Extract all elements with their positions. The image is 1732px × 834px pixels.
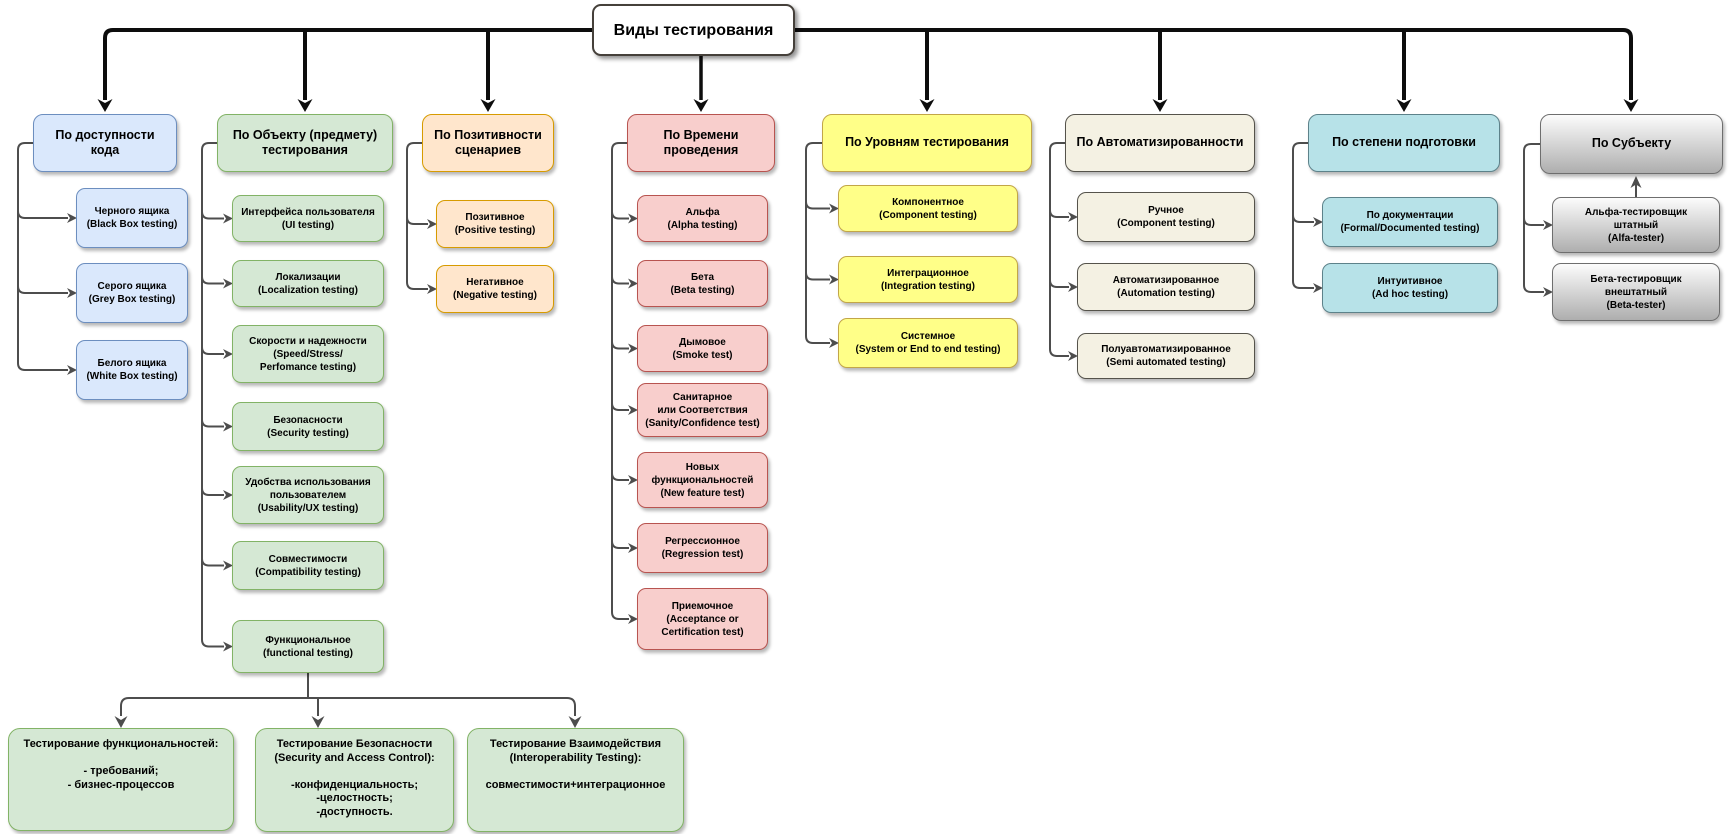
by-object-child-2-line-1: (Speed/Stress/ <box>273 348 343 360</box>
category-header-by-scenario-positivity-line-0: По Позитивности <box>434 127 542 142</box>
by-time-child-3-line-0: Санитарное <box>672 391 733 403</box>
functional-child-2-line-2 <box>574 765 577 779</box>
by-automation-child-1-line-0: Автоматизированное <box>1112 275 1220 286</box>
by-time-child-6-line-1: (Acceptance or <box>666 613 739 625</box>
functional-child-1-line-5: -доступность. <box>316 805 393 818</box>
by-scenario-positivity-child-1 <box>436 265 554 313</box>
functional-child-2-line-3: совместимости+интеграционное <box>485 778 666 791</box>
by-automation-child-2-line-1: (Semi automated testing) <box>1106 357 1226 368</box>
by-code-access-child-2 <box>76 340 188 400</box>
by-code-access-child-1-line-1: (Grey Box testing) <box>88 294 176 305</box>
by-subject-child-0 <box>1552 197 1720 253</box>
category-header-by-automation-line-0: По Автоматизированности <box>1076 135 1244 150</box>
by-object-child-4-line-2: (Usability/UX testing) <box>257 502 359 514</box>
by-subject-child-1-line-1: внештатный <box>1604 286 1668 298</box>
by-subject-child-1-line-2: (Beta-tester) <box>1606 299 1666 311</box>
by-subject-child-1-line-0: Бета-тестировщик <box>1590 273 1682 285</box>
by-level-child-1 <box>838 256 1018 303</box>
by-time-child-2 <box>637 325 768 372</box>
by-level-child-0 <box>838 185 1018 232</box>
root-node <box>592 4 795 56</box>
by-object-child-5 <box>232 541 384 590</box>
by-scenario-positivity-child-1-line-1: (Negative testing) <box>453 290 537 301</box>
by-automation-child-2-line-0: Полуавтоматизированное <box>1101 344 1231 355</box>
by-time-child-2-line-0: Дымовое <box>679 336 726 348</box>
by-object-child-1-line-0: Локализации <box>275 271 341 283</box>
functional-child-1-line-1: (Security and Access Control): <box>274 751 435 764</box>
by-time-child-1-line-0: Бета <box>690 271 715 283</box>
by-time-child-0 <box>637 195 768 242</box>
by-preparation-child-1 <box>1322 263 1498 313</box>
by-time-child-4-line-0: Новых <box>685 461 720 473</box>
by-code-access-child-2-line-1: (White Box testing) <box>86 371 178 382</box>
by-time-child-6-line-2: Certification test) <box>661 626 744 638</box>
category-header-by-subject <box>1540 114 1723 174</box>
category-header-by-code-access <box>33 114 177 172</box>
by-time-child-4-line-1: функциональностей <box>651 474 754 486</box>
functional-child-0-line-0: Тестирование функциональностей: <box>23 738 219 750</box>
functional-child-1-line-4: -целостность; <box>316 792 393 804</box>
by-time-child-6 <box>637 588 768 650</box>
category-header-by-time-line-1: проведения <box>663 143 739 157</box>
functional-child-1-line-3: -конфиденциальность; <box>290 778 419 791</box>
by-object-child-0-line-0: Интерфейса пользователя <box>241 206 375 218</box>
by-object-child-6-line-0: Функциональное <box>265 634 351 646</box>
by-scenario-positivity-child-0-line-1: (Positive testing) <box>454 225 536 236</box>
by-object-child-6-line-1: (functional testing) <box>263 647 353 659</box>
by-object-child-6 <box>232 620 384 673</box>
by-time-child-4 <box>637 452 768 508</box>
functional-child-1-line-0: Тестирование Безопасности <box>276 738 433 750</box>
by-subject-child-0-line-0: Альфа-тестировщик <box>1584 206 1688 218</box>
by-time-child-3-line-2: (Sanity/Confidence test) <box>645 417 760 429</box>
by-automation-child-1-line-1: (Automation testing) <box>1117 288 1215 299</box>
category-header-by-time <box>627 114 775 172</box>
by-object-child-3 <box>232 402 384 451</box>
by-time-child-6-line-0: Приемочное <box>671 600 734 612</box>
functional-child-0-line-1 <box>119 752 122 766</box>
by-object-child-4 <box>232 466 384 524</box>
by-time-child-3-line-1: или Соответствия <box>657 404 748 416</box>
by-preparation-child-1-line-0: Интуитивное <box>1377 276 1443 287</box>
by-time-child-3 <box>637 383 768 437</box>
by-object-child-3-line-0: Безопасности <box>273 414 343 426</box>
category-header-by-scenario-positivity <box>422 114 554 172</box>
by-time-child-5 <box>637 523 768 573</box>
by-object-child-5-line-0: Совместимости <box>268 553 348 565</box>
by-preparation-child-0-line-0: По документации <box>1366 210 1454 221</box>
by-automation-child-0 <box>1077 192 1255 242</box>
category-header-by-scenario-positivity-line-1: сценариев <box>454 143 522 157</box>
functional-child-0 <box>8 728 234 831</box>
by-level-child-0-line-1: (Component testing) <box>879 209 977 221</box>
by-automation-child-2 <box>1077 333 1255 379</box>
root-node-line-0: Виды тестирования <box>613 21 774 39</box>
by-subject-child-0-line-2: (Alfa-tester) <box>1607 232 1665 244</box>
functional-child-1-line-2 <box>353 765 356 779</box>
by-object-child-4-line-1: пользователем <box>269 489 347 501</box>
category-header-by-object <box>217 114 393 172</box>
by-subject-child-0-line-1: штатный <box>1613 219 1659 231</box>
category-header-by-time-line-0: По Времени <box>663 127 739 142</box>
by-subject-child-1 <box>1552 263 1720 321</box>
by-object-child-4-line-0: Удобства использования <box>245 476 371 488</box>
functional-child-0-line-2: - требований; <box>83 765 159 777</box>
by-preparation-child-1-line-1: (Ad hoc testing) <box>1371 289 1449 300</box>
by-time-child-1 <box>637 260 768 307</box>
by-time-child-5-line-1: (Regression test) <box>661 549 744 560</box>
by-object-child-2 <box>232 325 384 383</box>
by-time-child-0-line-0: Альфа <box>685 206 720 218</box>
category-header-by-level <box>822 114 1032 172</box>
category-header-by-automation <box>1065 114 1255 172</box>
by-code-access-child-1-line-0: Серого ящика <box>97 281 167 292</box>
by-code-access-child-2-line-0: Белого ящика <box>97 358 167 369</box>
by-automation-child-0-line-0: Ручное <box>1148 205 1184 216</box>
category-header-by-subject-line-0: По Субъекту <box>1591 136 1672 151</box>
by-object-child-2-line-0: Скорости и надежности <box>249 335 367 347</box>
functional-child-1 <box>255 728 454 832</box>
category-header-by-object-line-0: По Объекту (предмету) <box>232 127 378 142</box>
by-level-child-0-line-0: Компонентное <box>892 196 964 208</box>
category-header-by-preparation <box>1308 114 1500 172</box>
by-level-child-1-line-1: (Integration testing) <box>881 280 975 292</box>
by-object-child-3-line-1: (Security testing) <box>267 427 349 439</box>
by-preparation-child-0-line-1: (Formal/Documented testing) <box>1340 223 1480 234</box>
by-object-child-5-line-1: (Compatibility testing) <box>255 566 361 578</box>
by-scenario-positivity-child-0 <box>436 200 554 248</box>
by-time-child-1-line-1: (Beta testing) <box>670 284 735 296</box>
functional-child-2-line-0: Тестирование Взаимодействия <box>489 738 662 750</box>
by-object-child-1-line-1: (Localization testing) <box>258 284 358 296</box>
by-time-child-0-line-1: (Alpha testing) <box>667 219 738 231</box>
by-level-child-1-line-0: Интеграционное <box>887 267 969 279</box>
by-time-child-2-line-1: (Smoke test) <box>672 349 733 361</box>
category-header-by-code-access-line-1: кода <box>90 143 120 157</box>
by-object-child-0-line-1: (UI testing) <box>281 219 335 231</box>
functional-child-2-line-1: (Interoperability Testing): <box>509 751 642 764</box>
by-time-child-4-line-2: (New feature test) <box>660 487 745 499</box>
by-time-child-5-line-0: Регрессионное <box>665 536 740 547</box>
category-header-by-preparation-line-0: По степени подготовки <box>1332 135 1476 150</box>
by-code-access-child-0 <box>76 188 188 248</box>
by-object-child-2-line-2: Perfomance testing) <box>259 361 357 373</box>
functional-child-0-line-3: - бизнес-процессов <box>67 778 175 791</box>
by-code-access-child-0-line-1: (Black Box testing) <box>86 219 178 230</box>
by-preparation-child-0 <box>1322 197 1498 247</box>
functional-child-2 <box>467 728 684 832</box>
by-level-child-2 <box>838 318 1018 368</box>
category-header-by-object-line-1: тестирования <box>262 143 348 157</box>
by-object-child-1 <box>232 260 384 307</box>
by-scenario-positivity-child-1-line-0: Негативное <box>466 277 524 288</box>
by-object-child-0 <box>232 195 384 242</box>
by-code-access-child-1 <box>76 263 188 323</box>
by-automation-child-1 <box>1077 263 1255 311</box>
category-header-by-level-line-0: По Уровням тестирования <box>845 135 1009 150</box>
by-code-access-child-0-line-0: Черного ящика <box>94 206 170 217</box>
category-header-by-code-access-line-0: По доступности <box>55 127 155 142</box>
by-scenario-positivity-child-0-line-0: Позитивное <box>465 212 525 223</box>
by-level-child-2-line-0: Системное <box>900 331 956 342</box>
by-automation-child-0-line-1: (Component testing) <box>1117 218 1215 229</box>
by-level-child-2-line-1: (System or End to end testing) <box>855 344 1001 355</box>
